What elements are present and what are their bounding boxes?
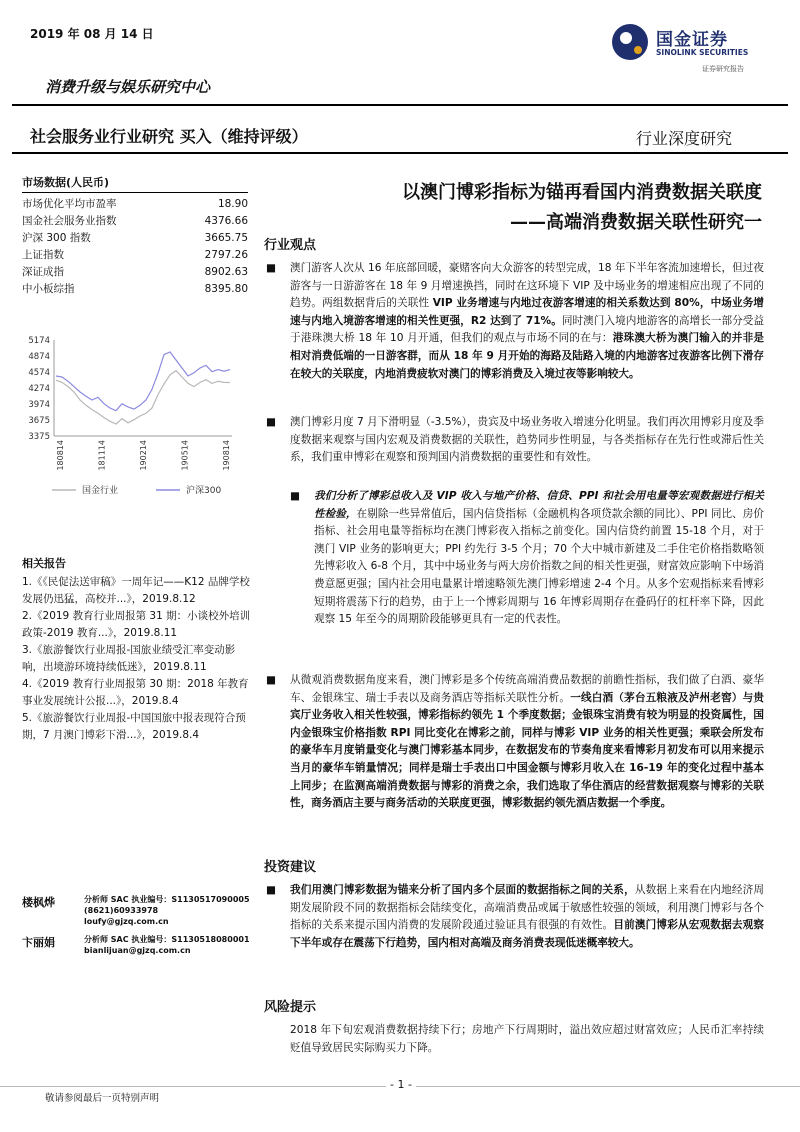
related-report-item[interactable]: 1.《《民促法送审稿》一周年记——K12 品牌学校发展仍迅猛，高校并...》，2019.8.12 bbox=[22, 576, 250, 605]
bullet-icon: ■ bbox=[266, 262, 277, 274]
bullet-icon: ■ bbox=[266, 884, 277, 896]
x-tick-label: 180814 bbox=[56, 440, 65, 471]
market-row: 沪深 300 指数 3665.75 bbox=[22, 232, 248, 244]
y-tick-label: 3675 bbox=[28, 415, 50, 426]
x-tick-label: 181114 bbox=[97, 440, 107, 471]
y-tick-label: 4574 bbox=[28, 368, 50, 379]
related-report-item[interactable]: 2.《2019 教育行业周报第 31 期：小谈校外培训政策-2019 教育...》，2019.8.11 bbox=[22, 610, 251, 639]
analyst-block bbox=[22, 934, 262, 964]
section-risk: 风险提示 bbox=[264, 1000, 317, 1015]
legend-label: 沪深300 bbox=[186, 486, 222, 496]
y-tick-label: 5174 bbox=[28, 336, 50, 346]
section-viewpoint: 行业观点 bbox=[264, 238, 317, 253]
analyst-name: 楼枫烨 bbox=[22, 896, 55, 909]
market-row: 市场优化平均市盈率 18.90 bbox=[22, 198, 248, 210]
y-tick-label: 3974 bbox=[28, 400, 50, 411]
report-date: 2019 年 08 月 14 日 bbox=[30, 27, 154, 41]
report-title: 以澳门博彩指标为锚再看国内消费数据关联度 bbox=[402, 182, 762, 203]
related-reports bbox=[22, 555, 254, 744]
paragraph-4: ■ 从微观消费数据角度来看，澳门博彩是多个传统高端消费品数据的前瞻性指标，我们做了白酒、豪华车、金银珠宝、瑞士手表以及商务酒店等指标关联性分析。一线白酒（茅台五粮液及泸州老窖）与贵宾厅业务收入相关性较强，博彩指标约领先 1 个季度数据；金银珠宝消费有较为明显的投资属性，国内金银珠宝价格指数 RPI 同比变化在博彩之前，同样与博彩 VIP 业务的相关性更强；乘联会所发布的豪华车月度销量变化与澳门博彩基本同步，在数据发布的节奏角度来看博彩月初发布可以用来提示当月的豪华车销量情况；同样是瑞士手表出口中国金额与博彩月收入在 16-19 年的变化过程中基本上同步；在监测高端消费数据与博彩的消费之余，我们选取了华住酒店的经营数据观察与博彩的关联性，商务酒店主要与商务活动的关联度更强，博彩数据约领先酒店数据一个季度。 bbox=[266, 674, 765, 810]
report-type-small: 证券研究报告 bbox=[702, 65, 744, 73]
y-tick-label: 4874 bbox=[28, 352, 50, 363]
paragraph-6: 2018 年下旬宏观消费数据持续下行；房地产下行周期时，溢出效应超过财富效应；人民币汇率持续贬值导致居民实际购买力下降。 bbox=[290, 1024, 764, 1054]
y-tick-label: 4274 bbox=[28, 384, 50, 395]
market-row: 上证指数 2797.26 bbox=[22, 249, 248, 261]
header-divider-bottom bbox=[12, 152, 788, 154]
series-line-国金行业 bbox=[56, 371, 230, 424]
logo-mark-icon bbox=[612, 24, 648, 60]
analyst-block bbox=[22, 894, 262, 934]
y-tick-label: 3375 bbox=[28, 432, 50, 442]
bullet-icon: ■ bbox=[266, 674, 277, 686]
disclaimer-note[interactable]: 敬请参阅最后一页特别声明 bbox=[45, 1093, 160, 1104]
x-tick-label: 190514 bbox=[180, 440, 190, 471]
related-report-item[interactable]: 4.《2019 教育行业周报第 30 期：2018 年教育事业发展统计公报...》，2019.8.4 bbox=[22, 678, 249, 707]
market-row: 深证成指 8902.63 bbox=[22, 266, 248, 278]
analyst-info: 分析师 SAC 执业编号：S1130517090005 (8621)60933978 loufy@gjzq.com.cn bbox=[84, 894, 284, 927]
index-chart bbox=[22, 332, 252, 522]
company-logo bbox=[612, 22, 772, 64]
paragraph-1: ■ 澳门游客人次从 16 年底部回暖，豪赌客向大众游客的转型完成，18 年下半年客流加速增长，但过夜游客与一日游游客在 18 年 9 月增速换挡，同时在这环境下 VIP 及中场业务的增速相应出现了不同的趋势。两组数据背后的关联性 VIP 业务增速与内地过夜游客增速的相关系数达到 80%，中场业务增速与内地入境游客增速的相关性更强，R2 达到了 71%。同时澳门入境内地游客的高增长一部分受益于港珠澳大桥 18 年 10 月开通，但我们的观点与市场不同的在与：港珠澳大桥为澳门输入的并非是相对消费低端的一日游客群，而从 18 年 9 月开始的海路及陆路入境的内地游客过夜游客比例下滑存在较大的关联度，内地消费疲软对澳门的博彩消费及入境过夜等影响较大。 bbox=[266, 262, 765, 380]
market-row: 国金社会服务业指数 4376.66 bbox=[22, 215, 248, 227]
research-center: 消费升级与娱乐研究中心 bbox=[45, 78, 211, 96]
analyst-email[interactable]: bianlijuan@gjzq.com.cn bbox=[84, 946, 191, 955]
related-report-item[interactable]: 5.《旅游餐饮行业周报-中国国旅中报表现符合预期，7 月澳门博彩下滑...》，2019.8.4 bbox=[22, 712, 246, 741]
legend-label: 国金行业 bbox=[82, 486, 119, 496]
section-investment: 投资建议 bbox=[264, 860, 317, 875]
related-reports-title: 相关报告 bbox=[22, 557, 66, 570]
bullet-icon: ■ bbox=[266, 416, 277, 428]
paragraph-3: ■ 我们分析了博彩总收入及 VIP 收入与地产价格、信贷、PPI 和社会用电量等宏观数据进行相关性检验，在剔除一些异常值后，国内信贷指标（金融机构各项贷款余额的同比）、PPI 同比、房价指标、社会用电量等指标均在澳门博彩夜入指标之前变化。国内信贷约前置 15-18 个月，对于澳门 VIP 业务的影响更大；PPI 约先行 3-5 个月；70 个大中城市新建及二手住宅价格指数略领先博彩收入 6-8 个月，其中中场业务与两大房价指数之间的相关性更强，财富效应影响下中场消费意愿更强；国内社会用电量累计增速略领先澳门博彩增速 2-4 个月。从多个宏观指标来看博彩短期将震荡下行的趋势，由于上一个博彩周期与 16 年博彩周期存在叠码仔的杠杆率下降，因此观察 15 年至今的周期阶段能够更具有一定的代表性。 bbox=[290, 490, 765, 626]
logo-en-text: SINOLINK SECURITIES bbox=[656, 48, 749, 57]
industry-rating: 社会服务业行业研究 买入（维持评级） bbox=[30, 127, 308, 146]
report-category: 行业深度研究 bbox=[636, 129, 733, 148]
analyst-email[interactable]: loufy@gjzq.com.cn bbox=[84, 917, 169, 926]
header-divider-top bbox=[12, 104, 788, 106]
paragraph-2: ■ 澳门博彩月度 7 月下滑明显（-3.5%），贵宾及中场业务收入增速分化明显。我们再次用博彩月度及季度数据来观察与国内宏观及消费数据的关联性，趋势同步性明显，与各类指标存在先行性或滞后性关系，我们重申博彩在观察和预判国内消费数据的重要性和有效性。 bbox=[266, 416, 764, 464]
logo-cn-text: 国金证券 bbox=[656, 30, 728, 50]
bullet-icon: ■ bbox=[290, 490, 301, 502]
related-report-item[interactable]: 3.《旅游餐饮行业周报-国旅业绩受汇率变动影响，出境游环境持续低迷》，2019.8.11 bbox=[22, 644, 236, 673]
market-data-title: 市场数据(人民币) bbox=[22, 174, 248, 193]
market-data-panel bbox=[22, 174, 248, 298]
analyst-name: 卞丽娟 bbox=[22, 936, 55, 949]
x-tick-label: 190214 bbox=[139, 440, 148, 471]
page-number: - 1 - bbox=[386, 1078, 416, 1091]
market-row: 中小板综指 8395.80 bbox=[22, 283, 248, 295]
paragraph-5: ■ 我们用澳门博彩数据为锚来分析了国内多个层面的数据指标之间的关系，从数据上来看在内地经济周期发展阶段不同的数据指标会陆续变化，高端消费品或属于敏感性较强的领域，利用澳门博彩与各个指标的关系来提示国内消费的发展阶段通过验证具有很强的有效性。目前澳门博彩从宏观数据去观察下半年或存在震荡下行趋势，国内相对高端及商务消费表现低迷概率较大。 bbox=[266, 884, 765, 949]
analyst-info: 分析师 SAC 执业编号：S1130518080001 bianlijuan@gjzq.com.cn bbox=[84, 934, 284, 956]
x-tick-label: 190814 bbox=[222, 440, 231, 471]
report-subtitle: ——高端消费数据关联性研究一 bbox=[510, 212, 762, 233]
